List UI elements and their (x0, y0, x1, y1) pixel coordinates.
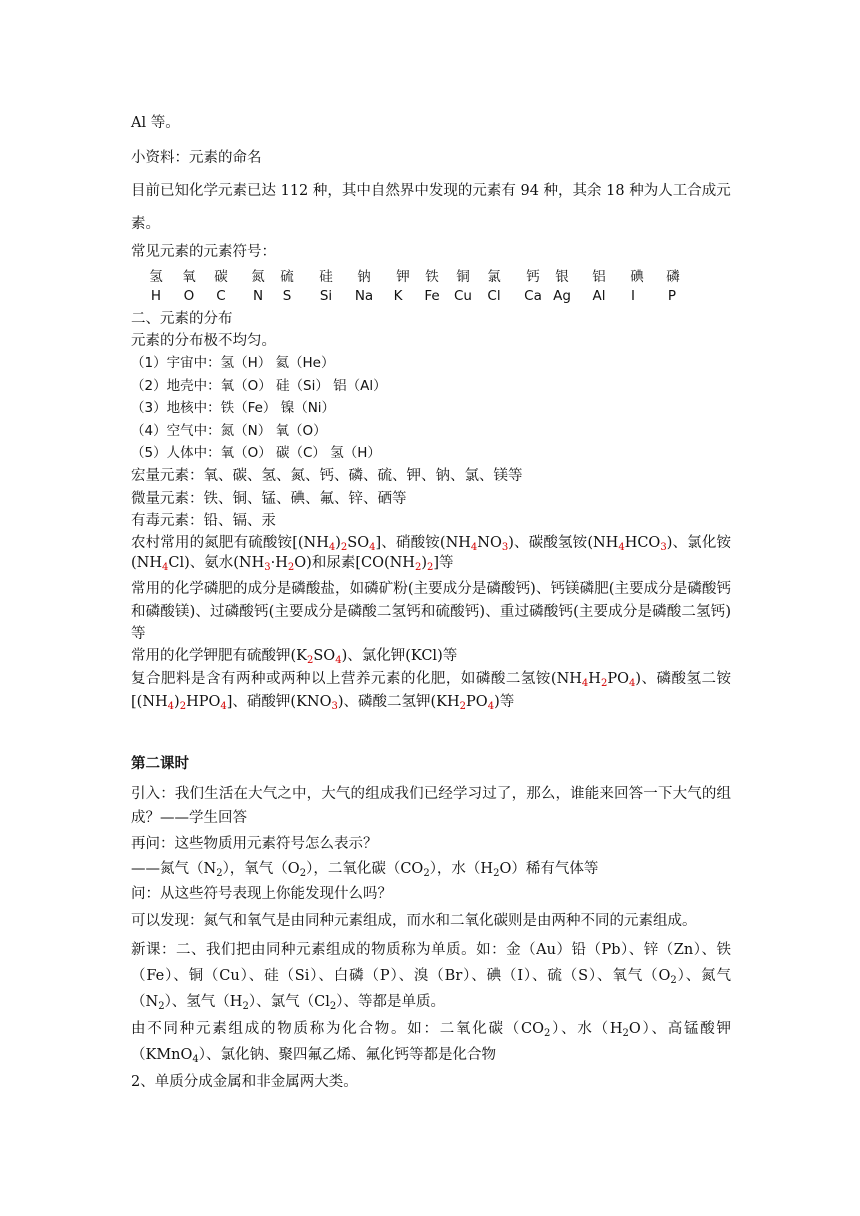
lesson-heading: 第二课时 (131, 755, 189, 772)
text-line: 宏量元素：氧、碳、氢、氮、钙、磷、硫、钾、钠、氯、镁等 (131, 468, 523, 484)
distribution-item: （4）空气中：氮（N） 氧（O） (131, 423, 327, 439)
element-name: 碘 (630, 269, 644, 285)
element-symbol: I (631, 288, 635, 304)
text-line: 2、单质分成金属和非金属两大类。 (131, 1074, 358, 1090)
element-name: 氧 (182, 269, 196, 285)
element-name: 钾 (396, 269, 410, 285)
element-name: 氮 (251, 269, 265, 285)
text-line: 可以发现：氮气和氧气是由同种元素组成，而水和二氧化碳则是由两种不同的元素组成。 (131, 913, 697, 929)
text-line: Al 等。 (131, 115, 180, 131)
element-name: 钠 (357, 269, 371, 285)
distribution-item: （5）人体中：氧（O） 碳（C） 氢（H） (131, 445, 381, 461)
element-symbol: Al (592, 288, 606, 304)
text-line: 素。 (131, 216, 160, 232)
element-symbol: Ag (553, 288, 571, 304)
phosphate-fertilizer-paragraph: 常用的化学磷肥的成分是磷酸盐，如磷矿粉(主要成分是磷酸钙)、钙镁磷肥(主要成分是磷酸钙和磷酸镁)、过磷酸钙(主要成分是磷酸二氢钙和硫酸钙)、重过磷酸钙(主要成分是磷酸二氢钙)等 (131, 581, 731, 642)
element-symbol-row (0, 288, 860, 308)
text-line: 再问：这些物质用元素符号怎么表示？ (131, 836, 378, 852)
element-name: 硫 (280, 269, 294, 285)
element-name: 氢 (149, 269, 163, 285)
distribution-item: （2）地壳中：氧（O） 硅（Si） 铝（Al） (131, 378, 387, 394)
element-name: 硅 (319, 269, 333, 285)
element-symbol: Cl (487, 288, 501, 304)
element-name: 铁 (425, 269, 439, 285)
element-symbol: Ca (524, 288, 542, 304)
element-symbol: Na (354, 288, 374, 304)
text-line: 目前已知化学元素已达 112 种，其中自然界中发现的元素有 94 种，其余 18 种为人工合成元 (131, 183, 731, 199)
element-name: 铝 (592, 269, 606, 285)
text-line: 微量元素：铁、铜、锰、碘、氟、锌、硒等 (131, 491, 407, 507)
element-name: 银 (555, 269, 569, 285)
element-symbol: O (183, 288, 195, 304)
element-symbol: C (216, 288, 226, 304)
compound-paragraph: 由不同种元素组成的物质称为化合物。如：二氧化碳$(CO_2)$、水$(H_2O)$、高锰酸钾（KMnO$_4$）、氯化钠、聚四氟乙烯、氟化钙等都是化合物 (131, 1021, 731, 1065)
element-name: 钙 (526, 269, 540, 285)
element-name: 碳 (214, 269, 228, 285)
element-name: 铜 (456, 269, 470, 285)
text-line: ——氮气$(N_2)$，氧气$(O_2)$，二氧化碳$(CO_2)$，水$(H_2O)$稀有气体等 (131, 861, 599, 879)
intro-paragraph: 引入：我们生活在大气之中，大气的组成我们已经学习过了，那么，谁能来回答一下大气的组成？——学生回答 (131, 786, 731, 826)
new-lesson-paragraph: 新课：二、我们把由同种元素组成的物质称为单质。如：金（Au）铅（Pb）、锌（Zn）、铁（Fe）、铜（Cu）、硅（Si）、白磷（P）、溴（Br）、碘（I）、硫（S）、氧气$(O_2)$、氮气$(N_2)$、氢气$(H_2)$、氯气$(Cl_2)$、等都是单质。 (131, 942, 731, 1012)
element-symbol: P (667, 288, 677, 304)
text-line: 有毒元素：铅、镉、汞 (131, 513, 276, 529)
element-symbol: K (393, 288, 403, 304)
element-name-row (0, 265, 860, 285)
text-line: 元素的分布极不均匀。 (131, 333, 276, 349)
compound-fertilizer-paragraph: 复合肥料是含有两种或两种以上营养元素的化肥，如磷酸二氢铵$(NH_4H_2PO_4)$、磷酸氢二铵$[(NH_4)_2HPO_4]$、硝酸钾$(KNO_3)$、磷酸二氢钾$(KH_2PO_4)$等 (131, 671, 731, 712)
element-symbol: S (282, 288, 292, 304)
distribution-item: （1）宇宙中：氢（H） 氦（He） (131, 355, 335, 371)
element-name: 磷 (666, 269, 680, 285)
sidebar-note-title: 小资料：元素的命名 (131, 150, 262, 166)
element-symbol: Fe (424, 288, 440, 304)
element-symbol: N (252, 288, 264, 304)
element-symbol: Cu (454, 288, 472, 304)
element-symbol-heading: 常见元素的元素符号： (131, 244, 276, 260)
element-name: 氯 (487, 269, 501, 285)
section-heading: 二、元素的分布 (131, 311, 233, 327)
text-line: 问：从这些符号表现上你能发现什么吗？ (131, 886, 392, 902)
element-symbol: Si (319, 288, 333, 304)
nitrogen-fertilizer-paragraph: 农村常用的氮肥有硫酸铵$[(NH_4)_2SO_4]$、硝酸铵$(NH_4NO_3)$、碳酸氢铵$(NH_4HCO_3)$、氯化铵$(NH_4Cl)$、氨水$(NH_3\cdot H_2O)$和尿素$[CO(NH_2)_2]$等 (131, 535, 731, 573)
element-symbol: H (150, 288, 162, 304)
potash-fertilizer-line: 常用的化学钾肥有硫酸钾$(K_2SO_4)$、氯化钾(KCl)等 (131, 648, 458, 666)
distribution-item: （3）地核中：铁（Fe） 镍（Ni） (131, 400, 336, 416)
